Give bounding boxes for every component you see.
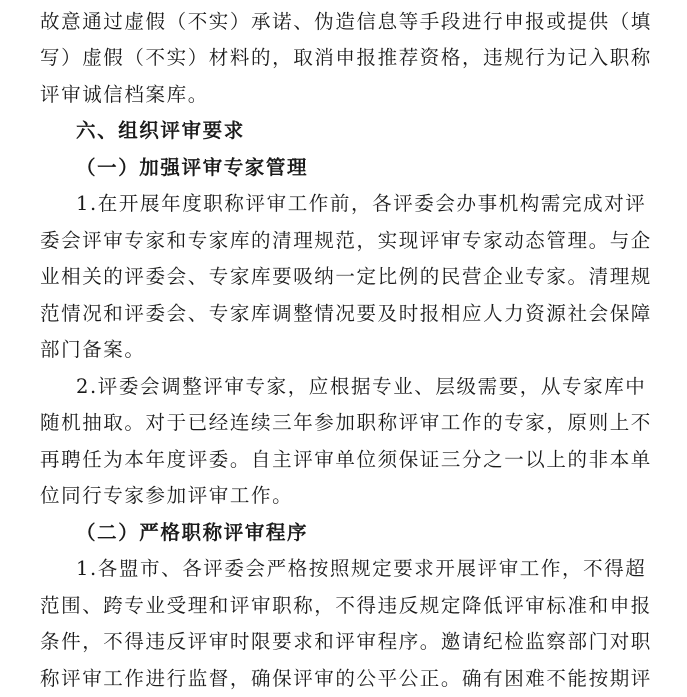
paragraph-line: 再聘任为本年度评委。自主评审单位须保证三分之一以上的非本单 <box>40 448 652 471</box>
paragraph-line: 1.在开展年度职称评审工作前，各评委会办事机构需完成对评 <box>76 192 647 215</box>
paragraph-line: 评审诚信档案库。 <box>40 83 209 106</box>
paragraph-line: 业相关的评委会、专家库要吸纳一定比例的民营企业专家。清理规 <box>40 265 652 288</box>
paragraph-line: 写）虚假（不实）材料的，取消申报推荐资格，违规行为记入职称 <box>40 46 652 69</box>
subsection-heading: （一）加强评审专家管理 <box>76 156 309 179</box>
paragraph-line: 范情况和评委会、专家库调整情况要及时报相应人力资源社会保障 <box>40 302 652 325</box>
paragraph-line: 范围、跨专业受理和评审职称，不得违反规定降低评审标准和申报 <box>40 594 652 617</box>
paragraph-line: 称评审工作进行监督，确保评审的公平公正。确有困难不能按期评 <box>40 667 652 690</box>
paragraph-line: 随机抽取。对于已经连续三年参加职称评审工作的专家，原则上不 <box>40 411 652 434</box>
paragraph-line: 2.评委会调整评审专家，应根据专业、层级需要，从专家库中 <box>76 375 647 398</box>
paragraph-line: 1.各盟市、各评委会严格按照规定要求开展评审工作，不得超 <box>76 557 647 580</box>
subsection-heading: （二）严格职称评审程序 <box>76 521 309 544</box>
paragraph-line: 位同行专家参加评审工作。 <box>40 484 294 507</box>
paragraph-line: 条件，不得违反评审时限要求和评审程序。邀请纪检监察部门对职 <box>40 630 652 653</box>
paragraph-line: 故意通过虚假（不实）承诺、伪造信息等手段进行申报或提供（填 <box>40 10 652 33</box>
paragraph-line: 委会评审专家和专家库的清理规范，实现评审专家动态管理。与企 <box>40 229 652 252</box>
section-heading: 六、组织评审要求 <box>76 119 245 142</box>
paragraph-line: 部门备案。 <box>40 338 146 361</box>
